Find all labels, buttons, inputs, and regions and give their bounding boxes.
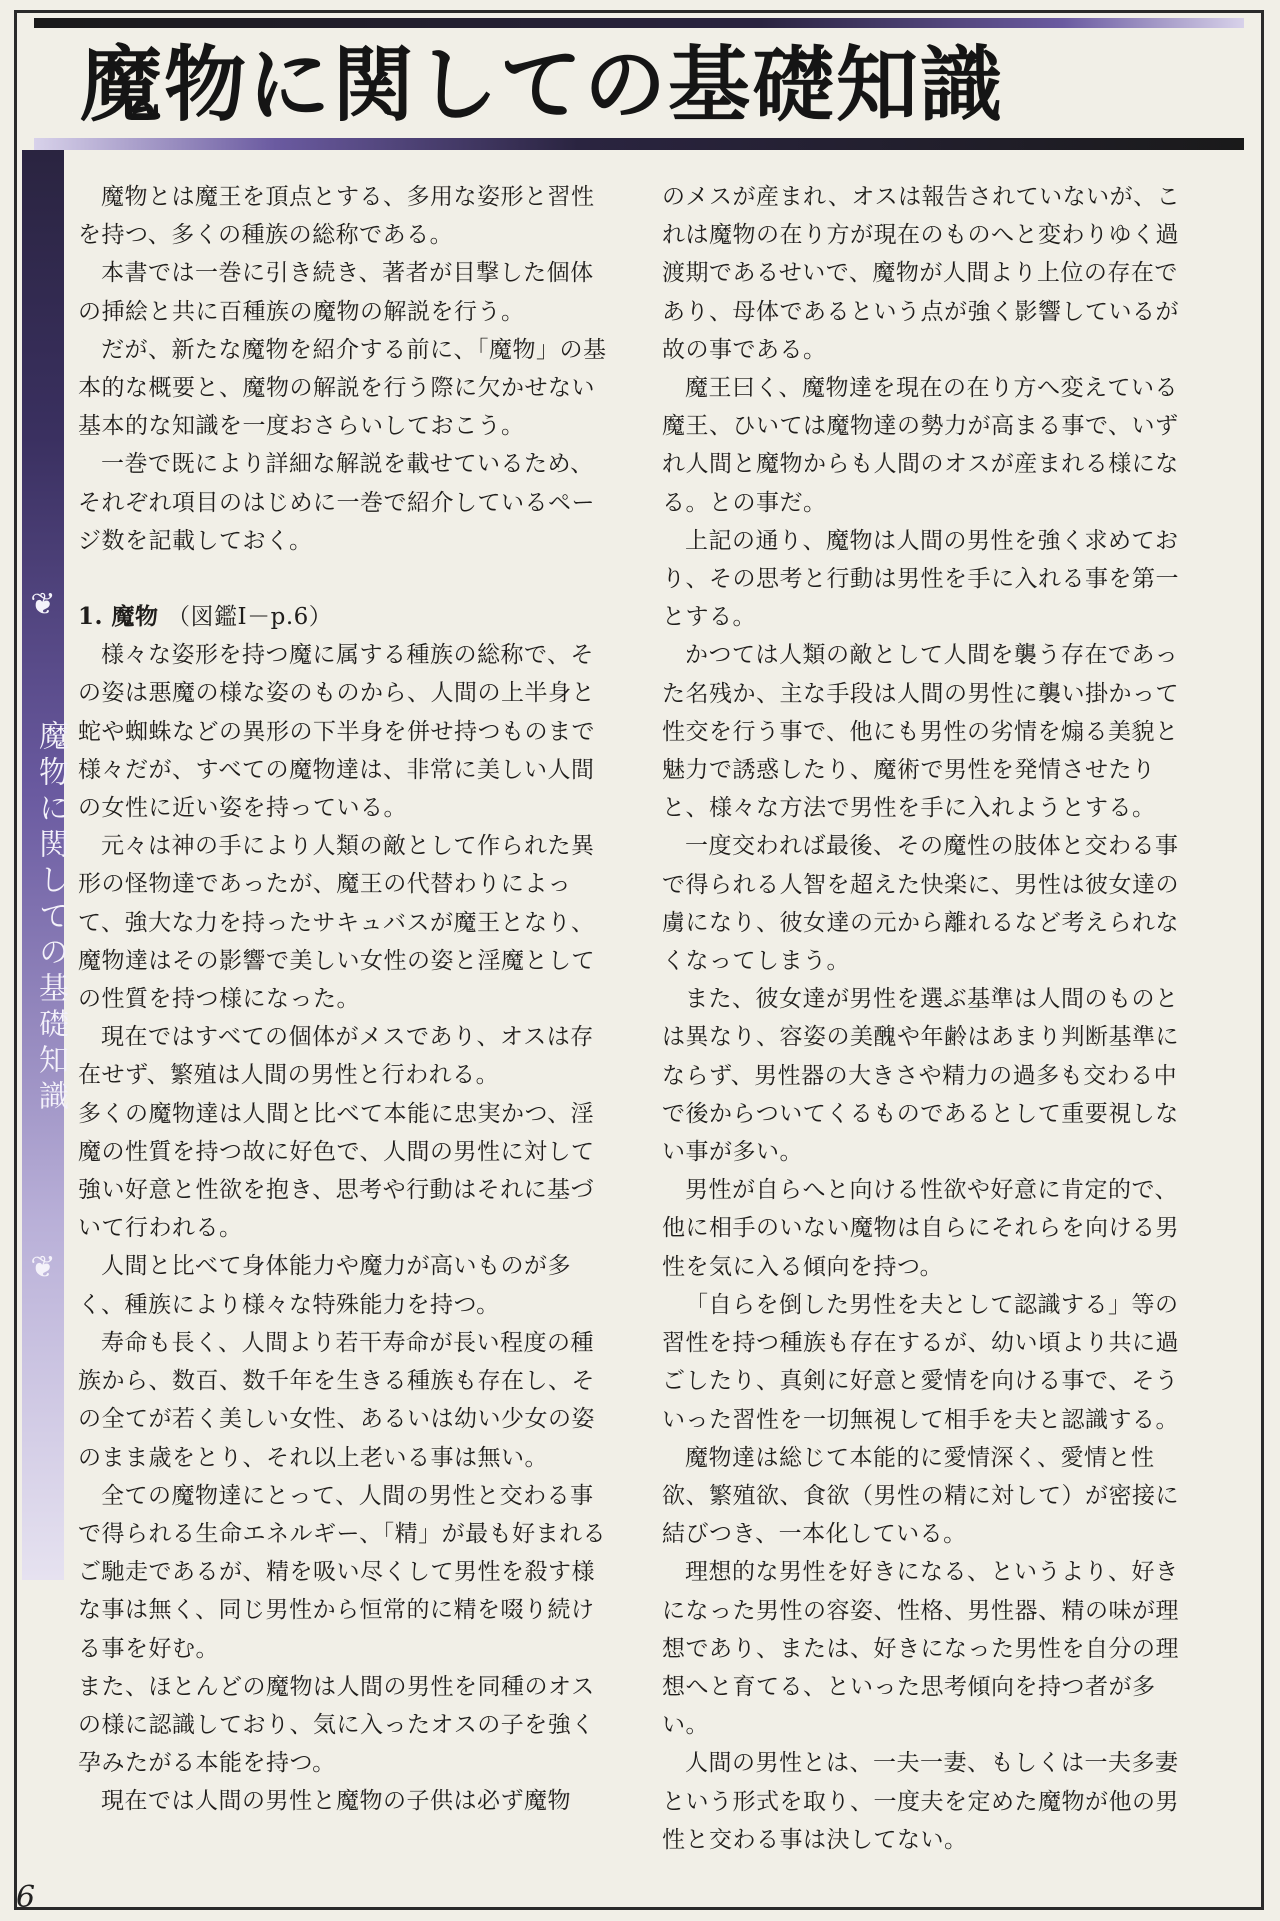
section-paragraph: 人間と比べて身体能力や魔力が高いものが多く、種族により様々な特殊能力を持つ。	[78, 1253, 571, 1318]
body-paragraph: また、彼女達が男性を選ぶ基準は人間のものとは異なり、容姿の美醜や年齢はあまり判断基準にならず、男性器の大きさや精力の過多も交わる中で後からついてくるものであるとして重要視しない事が多い。	[662, 986, 1179, 1166]
intro-paragraph: 魔物とは魔王を頂点とする、多用な姿形と習性を持つ、多くの種族の総称である。	[78, 184, 595, 249]
intro-paragraph: だが、新たな魔物を紹介する前に、「魔物」の基本的な概要と、魔物の解説を行う際に欠かせない基本的な知識を一度おさらいしておこう。	[78, 336, 607, 440]
ornament-bottom-icon: ❦	[30, 1250, 56, 1285]
body-paragraph: 上記の通り、魔物は人間の男性を強く求めており、その思考と行動は男性を手に入れる事を第一とする。	[662, 527, 1179, 631]
body-paragraph: 人間の男性とは、一夫一妻、もしくは一夫多妻という形式を取り、一度夫を定めた魔物が他の男性と交わる事は決してない。	[662, 1750, 1179, 1853]
section-reference: （図鑑Ⅰ－p.6）	[167, 604, 333, 631]
body-paragraph: 魔物達は総じて本能的に愛情深く、愛情と性欲、繁殖欲、食欲（男性の精に対して）が密接に結びつき、一本化している。	[662, 1444, 1179, 1548]
top-decor-bar	[34, 18, 1244, 28]
section-paragraph: 多くの魔物達は人間と比べて本能に忠実かつ、淫魔の性質を持つ故に好色で、人間の男性に対して強い好意と性欲を抱き、思考や行動はそれに基づいて行われる。	[78, 1100, 595, 1242]
intro-paragraph: 本書では一巻に引き続き、著者が目撃した個体の挿絵と共に百種族の魔物の解説を行う。	[78, 260, 594, 325]
section-paragraph: 現在では人間の男性と魔物の子供は必ず魔物	[101, 1788, 571, 1815]
page-number: 6	[16, 1880, 36, 1915]
ornament-top-icon: ❦	[30, 587, 56, 622]
body-paragraph: 魔王曰く、魔物達を現在の在り方へ変えている魔王、ひいては魔物達の勢力が高まる事で、いずれ人間と魔物からも人間のオスが産まれる様になる。との事だ。	[662, 375, 1179, 516]
continued-paragraph: のメスが産まれ、オスは報告されていないが、これは魔物の在り方が現在のものへと変わりゆく過渡期であるせいで、魔物が人間より上位の存在であり、母体であるという点が強く影響しているが故の事である。	[662, 184, 1181, 363]
spacer	[78, 560, 608, 598]
section-heading	[78, 598, 608, 636]
section-paragraph: また、ほとんどの魔物は人間の男性を同種のオスの様に認識しており、気に入ったオスの子を強く孕みたがる本能を持つ。	[78, 1673, 595, 1777]
page-title: 魔物に関しての基礎知識	[80, 38, 1005, 133]
body-paragraph: 一度交われば最後、その魔性の肢体と交わる事で得られる人智を超えた快楽に、男性は彼女達の虜になり、彼女達の元から離れるなど考えられなくなってしまう。	[662, 833, 1179, 975]
body-paragraph: 「自らを倒した男性を夫として認識する」等の習性を持つ種族も存在するが、幼い頃より共に過ごしたり、真剣に好意と愛情を向ける事で、そういった習性を一切無視して相手を夫と認識する。	[662, 1291, 1179, 1433]
section-paragraph: 寿命も長く、人間より若干寿命が長い程度の種族から、数百、数千年を生きる種族も存在し、その全てが若く美しい女性、あるいは幼い少女の姿のまま歳をとり、それ以上老いる事は無い。	[78, 1329, 595, 1471]
body-paragraph: 男性が自らへと向ける性欲や好意に肯定的で、他に相手のいない魔物は自らにそれらを向ける男性を気に入る傾向を持つ。	[662, 1177, 1179, 1280]
section-paragraph: 現在ではすべての個体がメスであり、オスは存在せず、繁殖は人間の男性と行われる。	[78, 1024, 594, 1089]
section-paragraph: 様々な姿形を持つ魔に属する種族の総称で、その姿は悪魔の様な姿のものから、人間の上半身と蛇や蜘蛛などの異形の下半身を併せ持つものまで様々だが、すべての魔物達は、非常に美しい人間の女性に近い姿を持っている。	[78, 642, 595, 822]
right-column	[662, 178, 1192, 1859]
title-underline-bar	[34, 138, 1244, 150]
side-vertical-title: 魔物に関しての基礎知識	[33, 720, 68, 1116]
left-column	[78, 178, 608, 1821]
section-heading-text: 1. 魔物	[78, 603, 159, 631]
body-paragraph: 理想的な男性を好きになる、というより、好きになった男性の容姿、性格、男性器、精の味が理想であり、または、好きになった男性を自分の理想へと育てる、といった思考傾向を持つ者が多い。	[662, 1559, 1179, 1739]
intro-paragraph: 一巻で既により詳細な解説を載せているため、それぞれ項目のはじめに一巻で紹介しているページ数を記載しておく。	[78, 451, 595, 554]
section-paragraph: 元々は神の手により人類の敵として作られた異形の怪物達であったが、魔王の代替わりによって、強大な力を持ったサキュバスが魔王となり、魔物達はその影響で美しい女性の姿と淫魔としての性質を持つ様になった。	[78, 833, 595, 1013]
body-paragraph: かつては人類の敵として人間を襲う存在であった名残か、主な手段は人間の男性に襲い掛かって性交を行う事で、他にも男性の劣情を煽る美貌と魅力で誘惑したり、魔術で男性を発情させたりと、様々な方法で男性を手に入れようとする。	[662, 642, 1179, 822]
section-paragraph: 全ての魔物達にとって、人間の男性と交わる事で得られる生命エネルギー、「精」が最も好まれるご馳走であるが、精を吸い尽くして男性を殺す様な事は無く、同じ男性から恒常的に精を啜り続ける事を好む。	[78, 1482, 607, 1662]
